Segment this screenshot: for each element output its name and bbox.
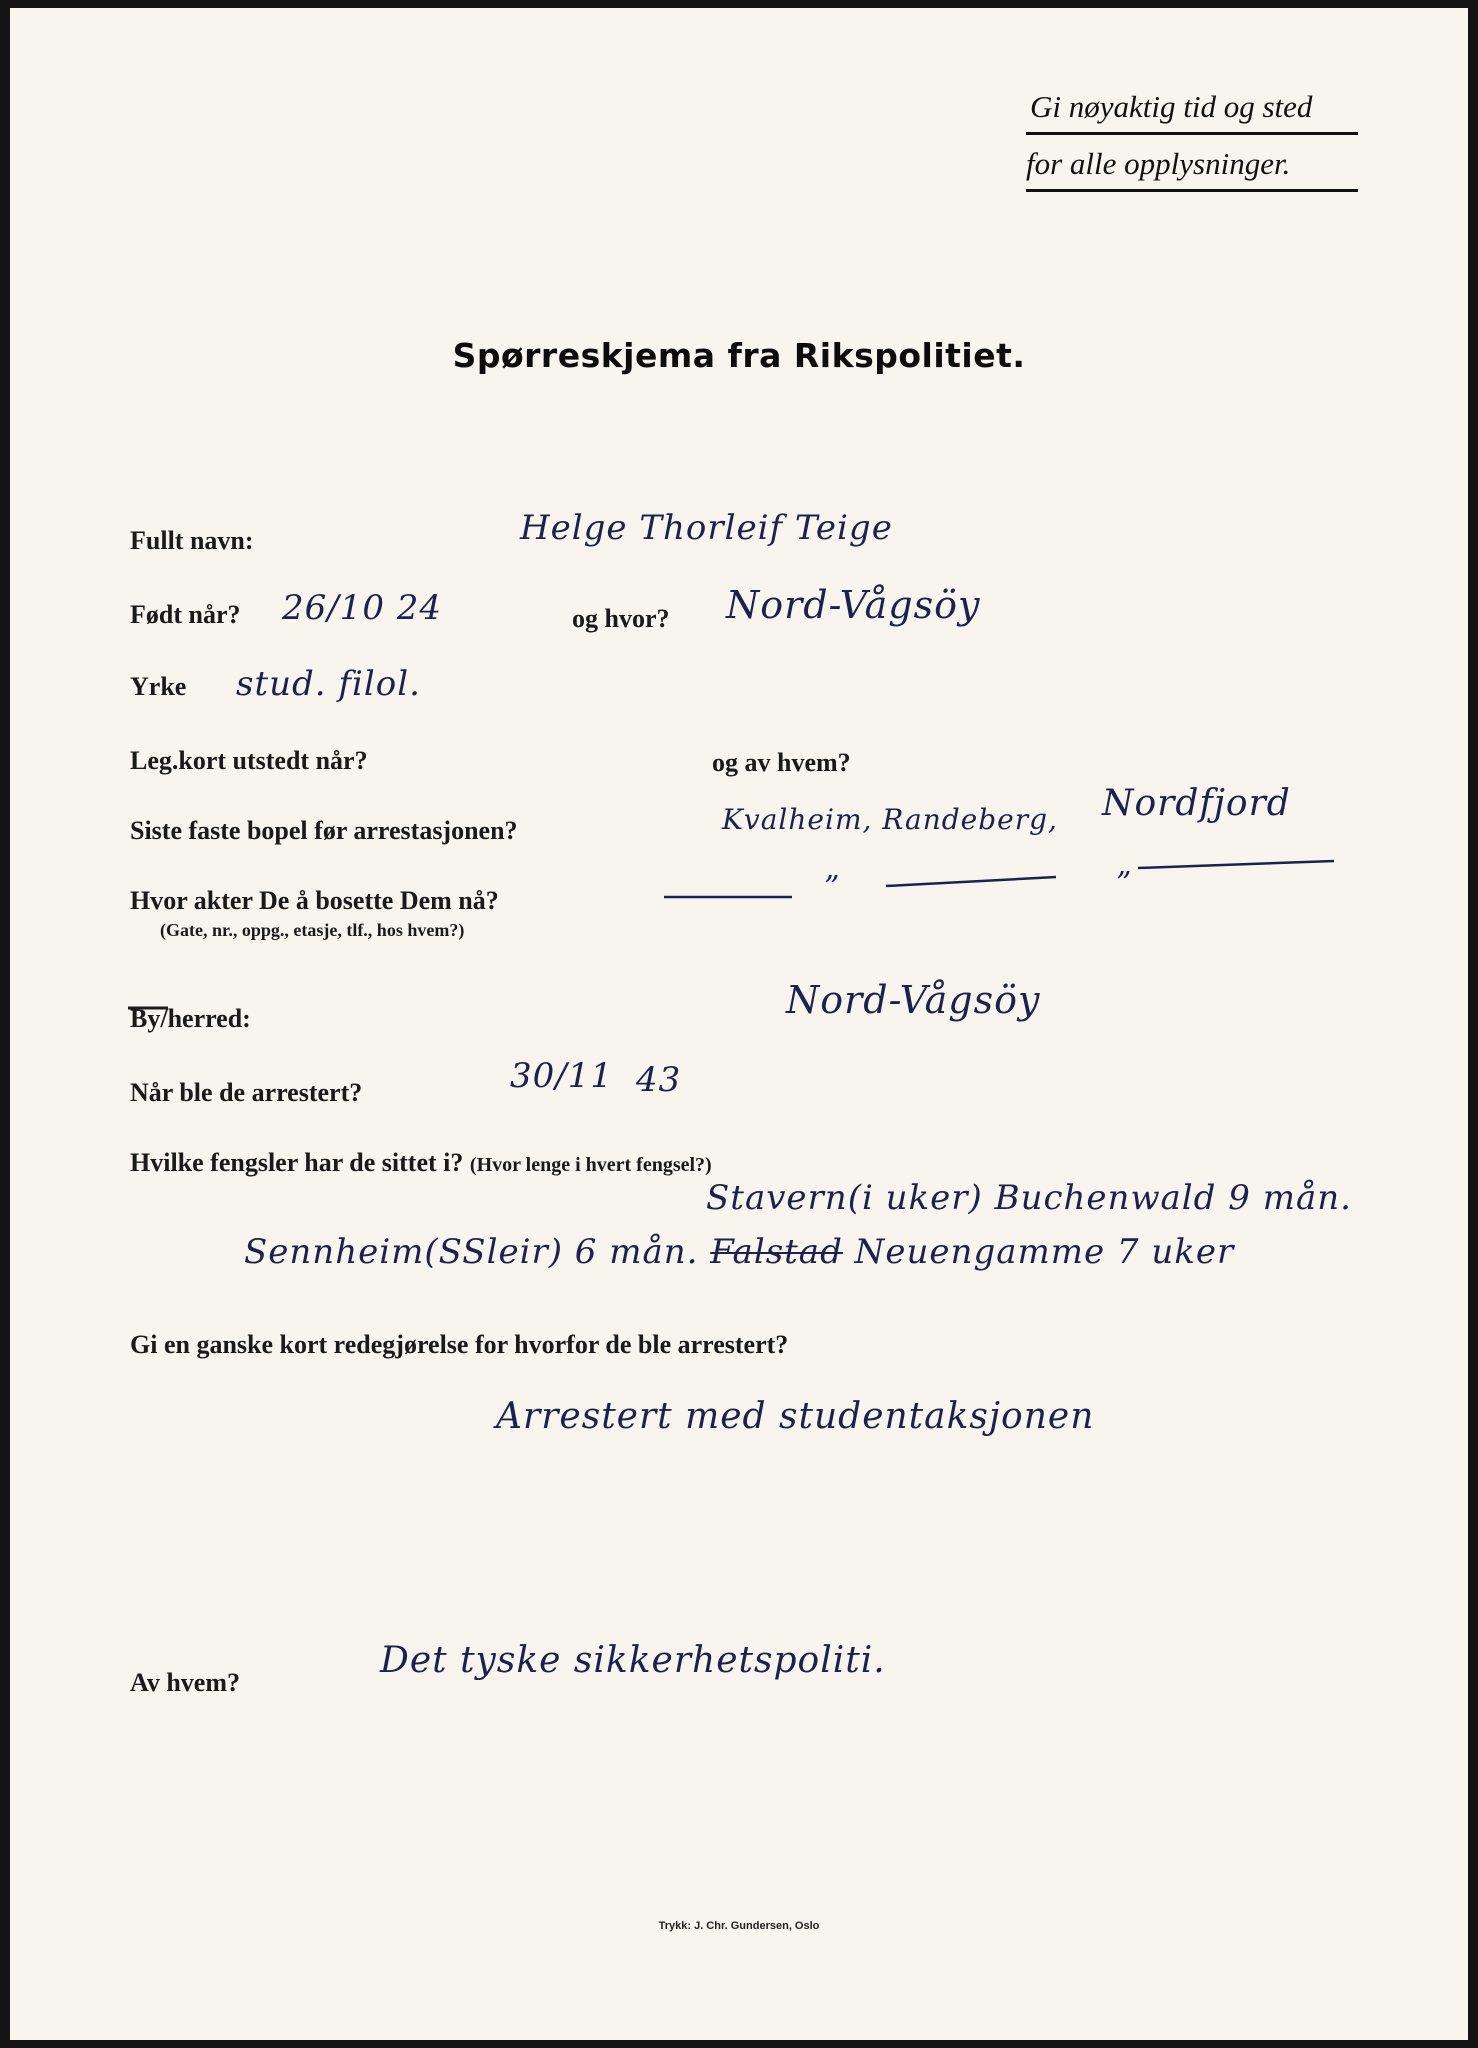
label-arrest-date: Når ble de arrestert? — [130, 1078, 363, 1107]
value-municipality: Nord-Vågsöy — [786, 978, 1041, 1022]
label-prisons-sub: (Hvor lenge i hvert fengsel?) — [469, 1154, 712, 1176]
value-last-residence-region: Nordfjord — [1102, 783, 1291, 824]
value-prisons-line-1: Stavern(i uker) Buchenwald 9 mån. — [706, 1178, 1352, 1218]
printer-imprint: Trykk: J. Chr. Gundersen, Oslo — [658, 1920, 820, 1932]
value-prisons-line-2 — [244, 1232, 1234, 1272]
notice-line-1: Gi nøyaktig tid og sted — [1026, 88, 1358, 135]
label-arrest-reason: Gi en ganske kort redegjørelse for hvorfor de ble arrestert? — [130, 1330, 789, 1359]
label-municipality-struck: By — [130, 1004, 161, 1033]
form-title: Spørreskjema fra Rikspolitiet. — [452, 336, 1026, 375]
label-issued-by: og av hvem? — [712, 748, 851, 777]
value-prisons-struck: Falstad — [710, 1232, 843, 1272]
value-occupation: stud. filol. — [236, 664, 421, 704]
label-future-residence: Hvor akter De å bosette Dem nå? — [130, 886, 499, 915]
label-occupation: Yrke — [130, 672, 187, 701]
value-arrest-reason: Arrestert med studentaksjonen — [496, 1396, 1095, 1437]
value-prisons-line-2b: Neuengamme 7 uker — [854, 1232, 1235, 1272]
label-arrested-by: Av hvem? — [130, 1668, 241, 1697]
ditto-mark-1: ” — [824, 870, 841, 905]
value-last-residence: Kvalheim, Randeberg, — [722, 803, 1058, 836]
label-born-when: Født når? — [130, 600, 241, 629]
value-prisons-line-2a: Sennheim(SSleir) 6 mån. — [244, 1232, 699, 1272]
form-page — [10, 8, 1468, 2040]
notice-line-2: for alle opplysninger. — [1026, 145, 1358, 192]
label-born-where: og hvor? — [572, 604, 670, 633]
sublabel-future-residence: (Gate, nr., oppg., etasje, tlf., hos hvem?) — [160, 920, 465, 940]
value-born-where: Nord-Vågsöy — [726, 583, 981, 627]
label-last-residence: Siste faste bopel før arrestasjonen? — [130, 816, 518, 845]
value-arrest-date-day: 30/11 — [510, 1056, 613, 1096]
label-id-card-issued: Leg.kort utstedt når? — [130, 746, 368, 775]
label-municipality-rest: /herred: — [160, 1004, 251, 1033]
value-arrest-date-year: 43 — [636, 1060, 682, 1100]
label-municipality — [130, 1004, 251, 1034]
label-prisons — [130, 1148, 712, 1178]
value-full-name: Helge Thorleif Teige — [520, 508, 893, 548]
label-prisons-main: Hvilke fengsler har de sittet i? — [130, 1148, 464, 1177]
value-born-when: 26/10 24 — [282, 588, 443, 628]
value-arrested-by: Det tyske sikkerhetspoliti. — [380, 1640, 886, 1681]
ditto-mark-2: ” — [1116, 866, 1133, 901]
label-full-name: Fullt navn: — [130, 526, 254, 555]
